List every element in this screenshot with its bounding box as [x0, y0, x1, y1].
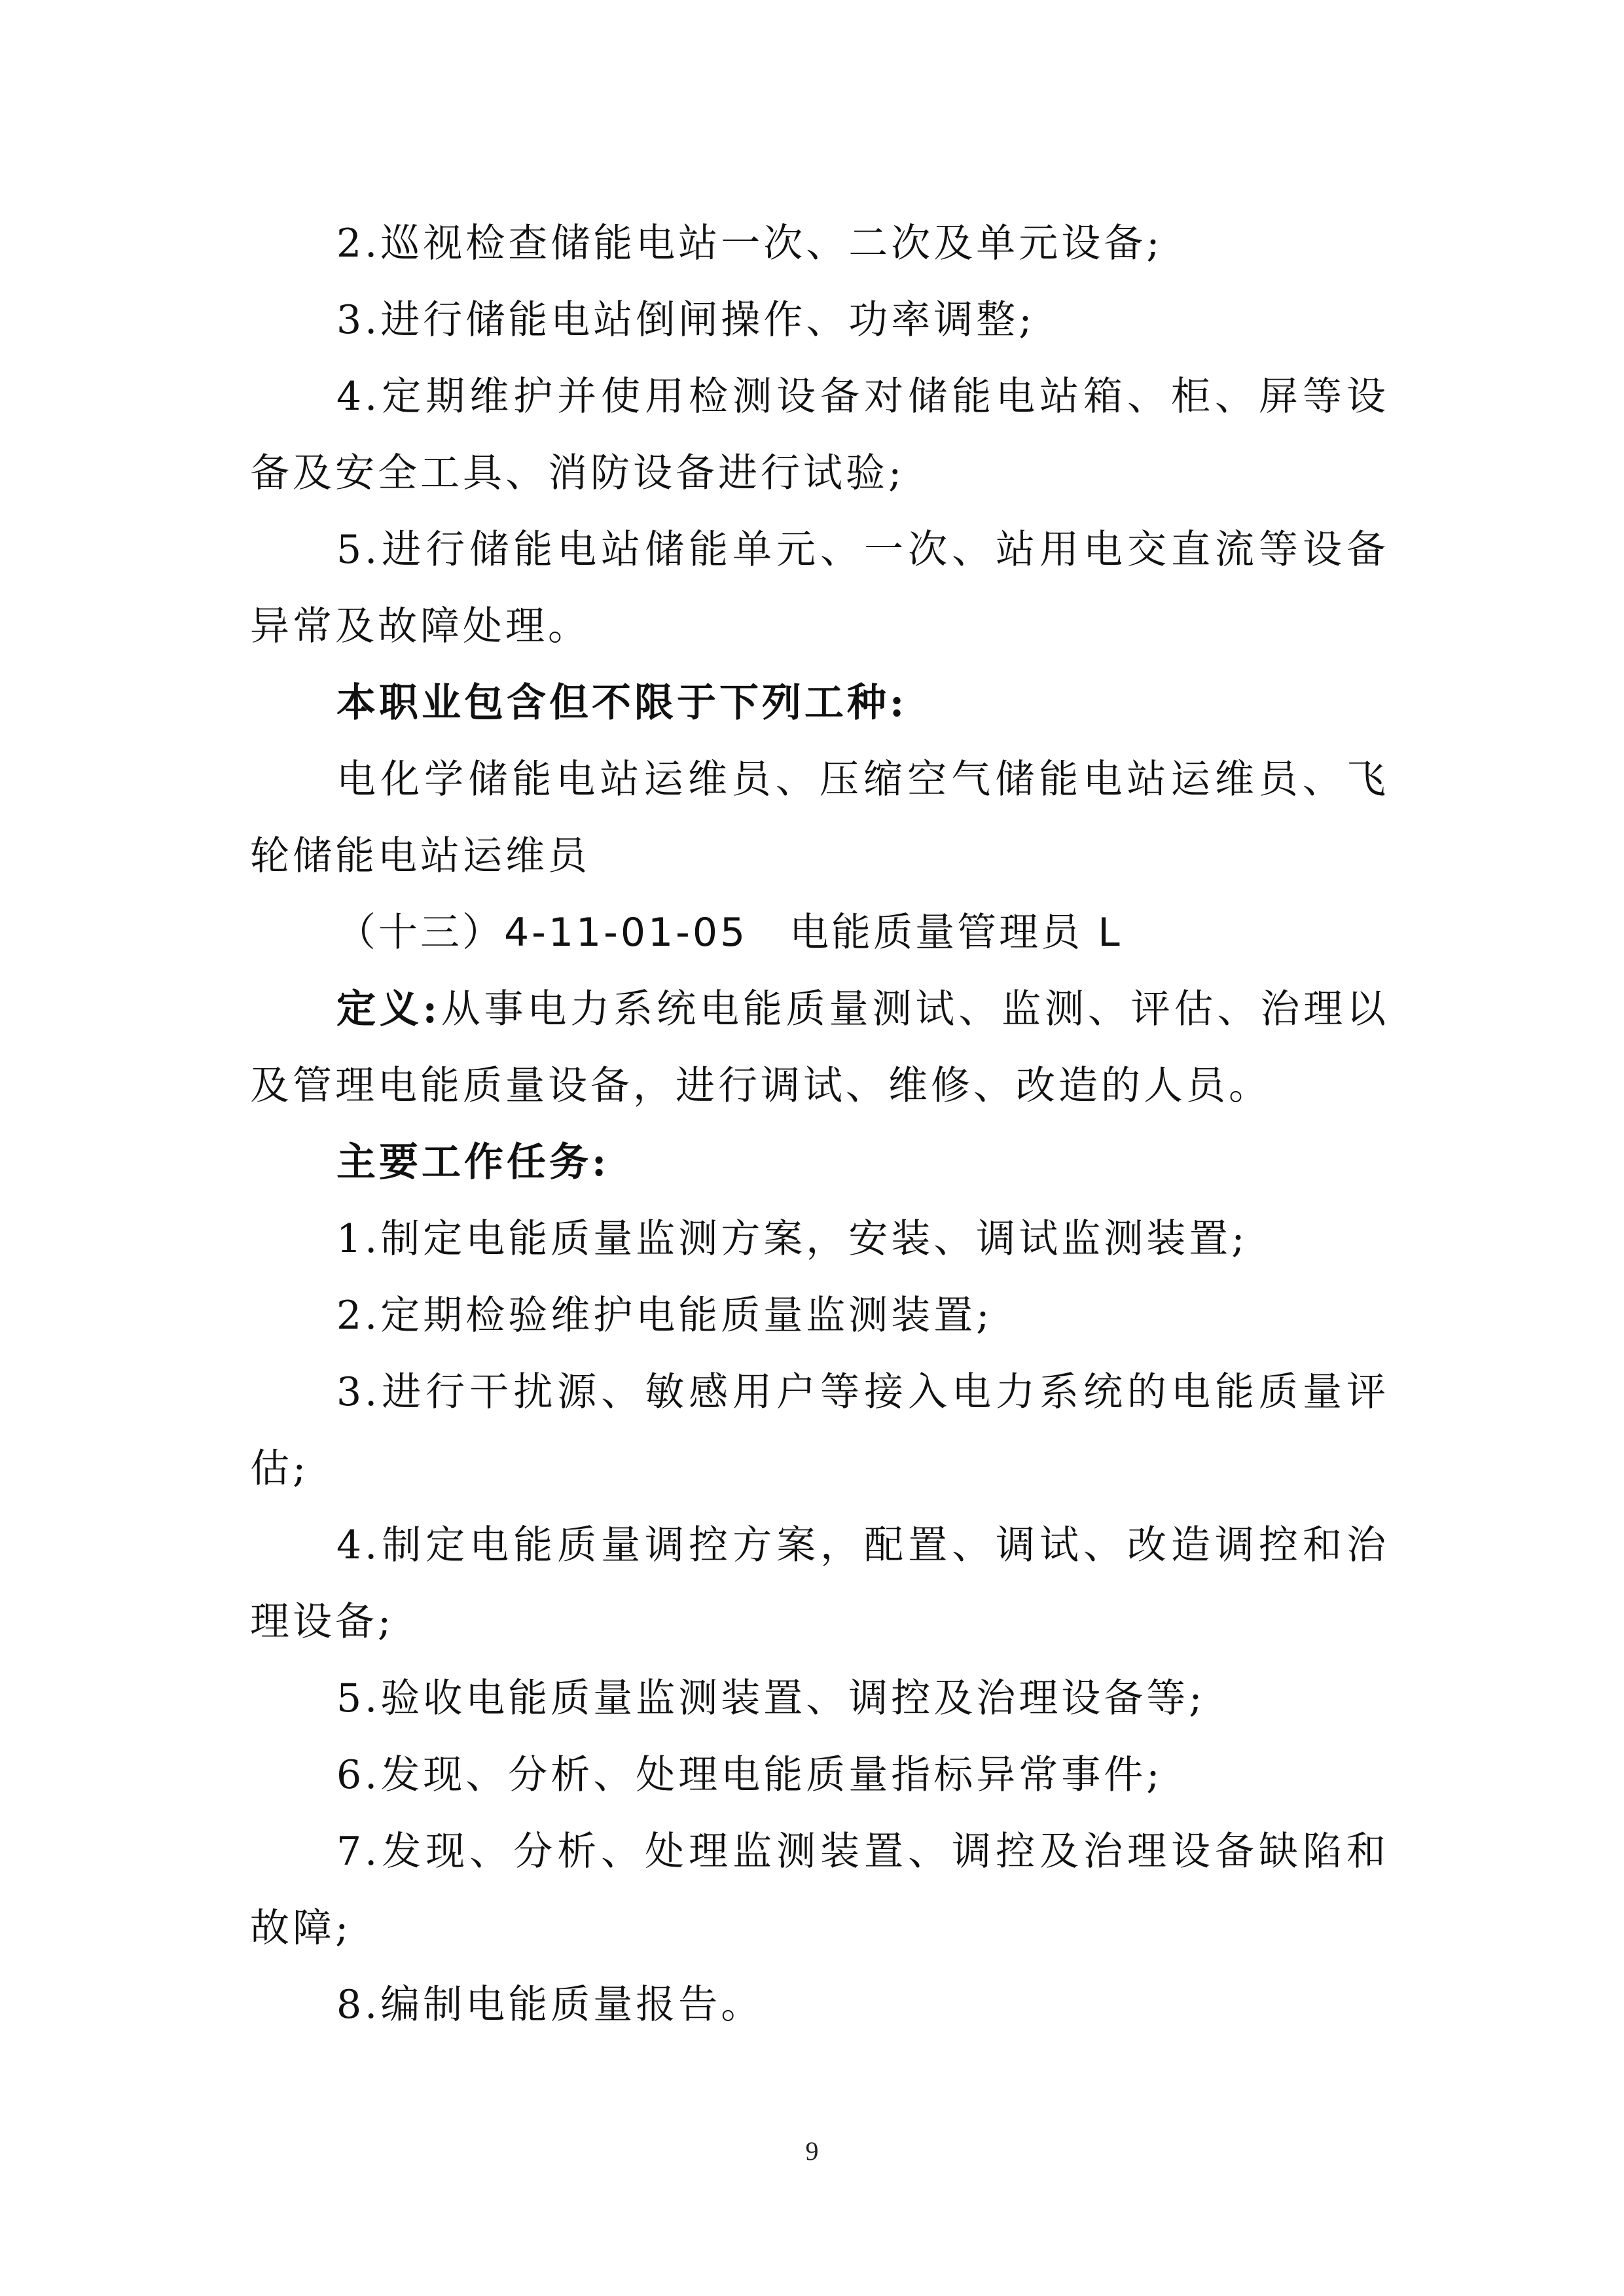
section-heading-job-types: 本职业包含但不限于下列工种: [336, 680, 908, 726]
section-heading-main-tasks: 主要工作任务: [336, 1139, 610, 1185]
task-item-7: 7.发现、分析、处理监测装置、调控及治理设备缺陷和故障; [250, 1829, 1389, 1951]
definition-text: 从事电力系统电能质量测试、监测、评估、治理以及管理电能质量设备，进行调试、维修、改造的人员。 [250, 986, 1389, 1109]
task-item-5: 5.验收电能质量监测装置、调控及治理设备等; [336, 1676, 1206, 1721]
occupation-title: （十三）4-11-01-05 电能质量管理员 L [336, 910, 1123, 956]
list-item-5: 5.进行储能电站储能单元、一次、站用电交直流等设备异常及故障处理。 [250, 527, 1389, 649]
list-item-4: 4.定期维护并使用检测设备对储能电站箱、柜、屏等设备及安全工具、消防设备进行试验; [250, 374, 1389, 496]
task-item-1: 1.制定电能质量监测方案，安装、调试监测装置; [336, 1216, 1248, 1262]
job-types-paragraph: 电化学储能电站运维员、压缩空气储能电站运维员、飞轮储能电站运维员 [250, 757, 1389, 879]
task-item-6: 6.发现、分析、处理电能质量指标异常事件; [336, 1752, 1163, 1798]
definition-paragraph [250, 971, 1389, 1124]
page-body [250, 206, 1389, 2043]
task-item-3: 3.进行干扰源、敏感用户等接入电力系统的电能质量评估; [250, 1369, 1389, 1492]
page-number: 9 [805, 2136, 819, 2166]
list-item-3: 3.进行储能电站倒闸操作、功率调整; [336, 297, 1036, 343]
task-item-8: 8.编制电能质量报告。 [336, 1982, 764, 2028]
task-item-4: 4.制定电能质量调控方案，配置、调试、改造调控和治理设备; [250, 1522, 1389, 1645]
definition-label: 定义: [336, 986, 441, 1032]
task-item-2: 2.定期检验维护电能质量监测装置; [336, 1293, 993, 1338]
list-item-2: 2.巡视检查储能电站一次、二次及单元设备; [336, 221, 1163, 266]
